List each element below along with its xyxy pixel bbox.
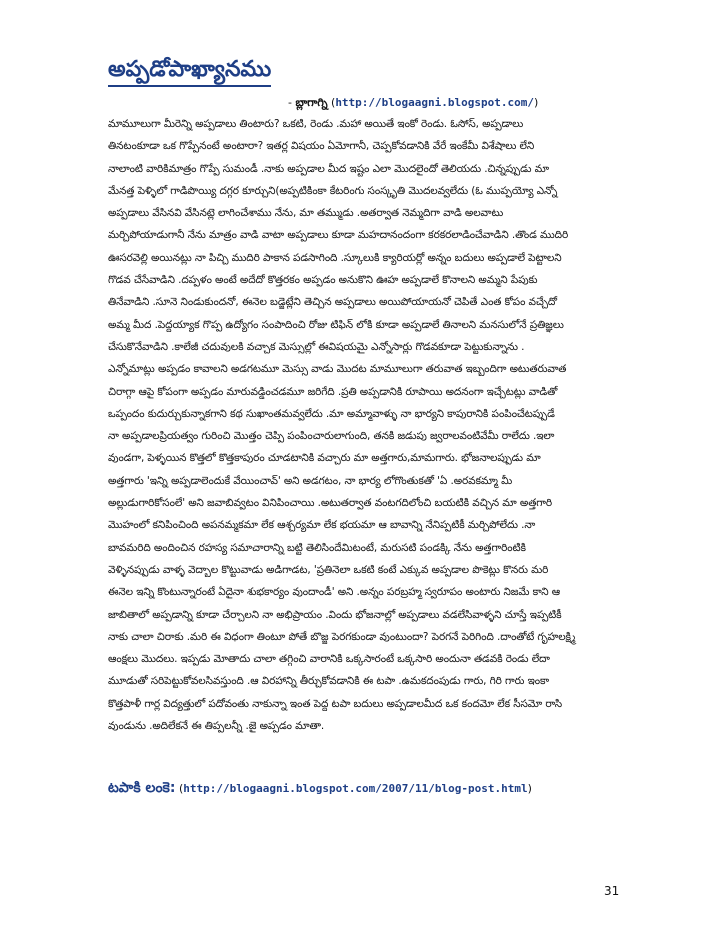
- body-line: కొత్తపాళీ గార్ల విద్యత్తులో పదోవంతు నాకున్నా ఇంత పెద్ద టపా బదులు అప్పడాలమీద ఒక కందమో లేక సీసమో రాసి: [108, 697, 563, 710]
- body-line: మామూలుగా మీరెన్ని అప్పడాలు తింటారు? ఒకటి, రెండు .మహా అయితే ఇంకో రెండు. ఓసోస్, అప్పడాలు: [108, 118, 524, 130]
- body-line: మేనత్త పెళ్ళిలో గాడిపొయ్యి దగ్గర కూర్చుని(అప్పటికింకా కేటరింగు సంస్కృతి మొదలవ్వలేదు (ఓ ముప్పయ్యో ఎన్నో: [108, 184, 558, 197]
- body-line: ఎన్నోమాట్లు అప్పడం కావాలని అడగటమూ మెస్సు వాడు మొదట మామూలుగా తరువాత ఇబ్బందిగా అటుతరువాత: [108, 363, 567, 376]
- page-title: అప్పడోపాఖ్యానము: [108, 56, 271, 87]
- body-line: తినటంకూడా ఒక గొప్పేనంటే అంటారా? ఇతర్ల విషయం ఏమోగానీ, చెప్పకోవడానికి వేరే ఇంకేమీ విశేషాలు లేని: [108, 140, 535, 153]
- body-line: మొహంలో కనిపించింది అపనమ్మకమా లేక ఆశ్చర్యమా లేక భయమా ఆ బావాన్ని నేనిప్పటికీ మర్చిపోలేదు .నా: [108, 519, 536, 532]
- body-line: చేసుకొనేవాడిని .కాలేజీ చదువులకి వచ్చాక మెస్సుల్లో ఈవిషయమై ఎన్నోసార్లు గొడవకూడా పెట్టుకున్నాను .: [108, 340, 525, 353]
- body-line: తినేవాడిని .సూనె నిండుకుందనో, ఈనెల బడ్జెట్లేని తెచ్చిన అప్పడాలు అయిపోయాయనో చెపితే ఎంత కోపం వచ్చేదో: [108, 296, 557, 309]
- body-line: వెళ్ళినప్పుడు వాళ్ళ వెద్బాల కొట్టువాడు అడిగాడట, 'ప్రతినెలా ఒకటి కంటే ఎక్కువ అప్పడాల పొకెట్లు కొనరు మరి: [108, 563, 549, 576]
- body-line: నాకు చాలా చిరాకు .మరి ఈ విధంగా తింటూ పోతే బొజ్జ పెరగకుండా వుంటుందా? పెరగనే పెరిగింది .దాంతోటే గృహలక్ష్మి: [108, 630, 576, 643]
- body-line: ఆంక్షలు మొదలు. ఇప్పడు మోతాదు చాలా తగ్గించి వారానికి ఒక్కసారంటే ఒక్కసారి అందునా తడవకి రెండు లేదా: [108, 653, 550, 666]
- body-line: ఊసరవెల్లి అయినట్లు నా పిచ్చి ముదిరి పాకాన పడసాగింది .స్కూలుకి క్యారియర్లో అన్నం బదులు అప్పడాలే పెట్టాలని: [108, 251, 562, 264]
- body-line: ఈనెల ఇన్ని కొంటున్నారంటే ఏదైనా శుభకార్యం వుందాండీ' అని .అన్నం పరబ్రహ్మ స్వరూపం అంటారు నిజమే కాని ఆ: [108, 586, 561, 599]
- source-open-paren: (: [175, 782, 184, 795]
- attribution-prefix: -: [288, 96, 296, 109]
- author-name: బ్లాగాగ్ని: [295, 96, 328, 109]
- blog-url-link[interactable]: http://blogaagni.blogspot.com/: [335, 96, 534, 109]
- body-line: వుండగా, పెళ్ళయిన కొత్తలో కొత్తకాపురం చూడటానికి వచ్చారు మా అత్తగారు,మామగారు. భోజనాలప్పుడు మా: [108, 452, 541, 465]
- source-link-line: [108, 777, 532, 799]
- body-line: జాబితాలో అప్పడాన్ని కూడా చేర్చాలని నా అభిప్రాయం .విందు భోజనాల్లో అప్పడాలు వడలేసివాళ్ళని చూస్తే ఇప్పటికీ: [108, 608, 562, 621]
- author-attribution: [288, 96, 538, 112]
- close-paren: ): [534, 96, 539, 109]
- body-line: చిరాగ్గా ఆపై కోపంగా అప్పడం మారువడ్డించడమూ జరిగేది .ప్రతి అప్పడానికి రూపాయి అదనంగా ఇచ్చేటట్లు వాడితో: [108, 385, 558, 398]
- body-line: నాలాంటి వారికిమాత్రం గొప్పే సుమండీ .నాకు అప్పడాల మీద ఇష్టం ఎలా మొదలైందో తెలియదు .చిన్నప్పుడు మా: [108, 162, 549, 175]
- body-line: అల్లుడుగారికోసంలే' అని జవాబివ్వటం వినిపించాయి .అటుతర్వాత వంటగదిలోంచి బయటికి వచ్చిన మా అత్తగారి: [108, 497, 552, 510]
- source-close-paren: ): [527, 782, 532, 795]
- body-line: వుండును .అదిలేకనే ఈ తిప్పలన్నీ .జై అప్పడం మాతా.: [108, 720, 325, 733]
- source-post-link[interactable]: http://blogaagni.blogspot.com/2007/11/blog-post.html: [183, 782, 528, 795]
- body-line: మర్చిపోయాడుగానీ నేను మాత్రం వాడి వాటా అప్పడాలు కూడా మహదానందంగా కరకరలాడించేవాడిని .తొండ ముదిరి: [108, 229, 569, 242]
- source-link-label: టపాకి లంకె:: [108, 780, 176, 796]
- body-line: నా అప్పడాలప్రియత్వం గురించి మొత్తం చెప్పి పంపించారులాగుంది, తనకి జడుపు జ్వరాలవంటివేమీ రాలేదు .ఇలా: [108, 430, 555, 443]
- open-paren: (: [327, 96, 336, 109]
- article-body: [108, 113, 622, 737]
- body-line: ఒప్పందం కుదుర్చుకున్నాకగాని కథ సుఖాంతమవ్వలేదు .మా అమ్మావాళ్ళు నా భార్యని కాపురానికి పంపించేటప్పుడే: [108, 407, 555, 420]
- body-line: అప్పడాలు వేసినవి వేసినట్లె లాగించేశాము నేను, మా తమ్ముడు .అతర్వాత నెమ్మదిగా వాడి అలవాటు: [108, 207, 504, 220]
- body-line: అత్తగారు 'ఇన్ని అప్పడాలెందుకే వేయించావ్' అని అడగటం, నా భార్య లోగొంతుకతో 'ఏ .అరవకమ్మా మీ: [108, 474, 513, 487]
- body-line: అమ్మ మీద .పెద్దయ్యాక గొప్ప ఉద్యోగం సంపాదించి రోజు టిఫిన్ లోకి కూడా అప్పడాలే తినాలని మనసులోనే ప్రతిజ్ఞలు: [108, 318, 564, 331]
- body-line: మూడుతో సరిపెట్టుకోవలసివస్తుంది .ఆ విరహాన్ని తీర్చుకోవడానికి ఈ టపా .ఉమకదంపుడు గారు, గిరి గారు ఇంకా: [108, 675, 550, 688]
- body-line: గొడవ చేసేవాడిని .దప్పళం అంటే అదేదో కొత్తరకం అప్పడం అనుకొని ఊహ అప్పడాలే కొనాలని అమ్మని పేపుకు: [108, 274, 538, 287]
- page-number: 31: [604, 884, 620, 898]
- body-line: బావమరిది అందించిన రహస్య సమాచారాన్ని బట్టి తెలిసిందేమిటంటే, మరుసటి పండక్కి నేను అత్తగారింటికి: [108, 541, 526, 554]
